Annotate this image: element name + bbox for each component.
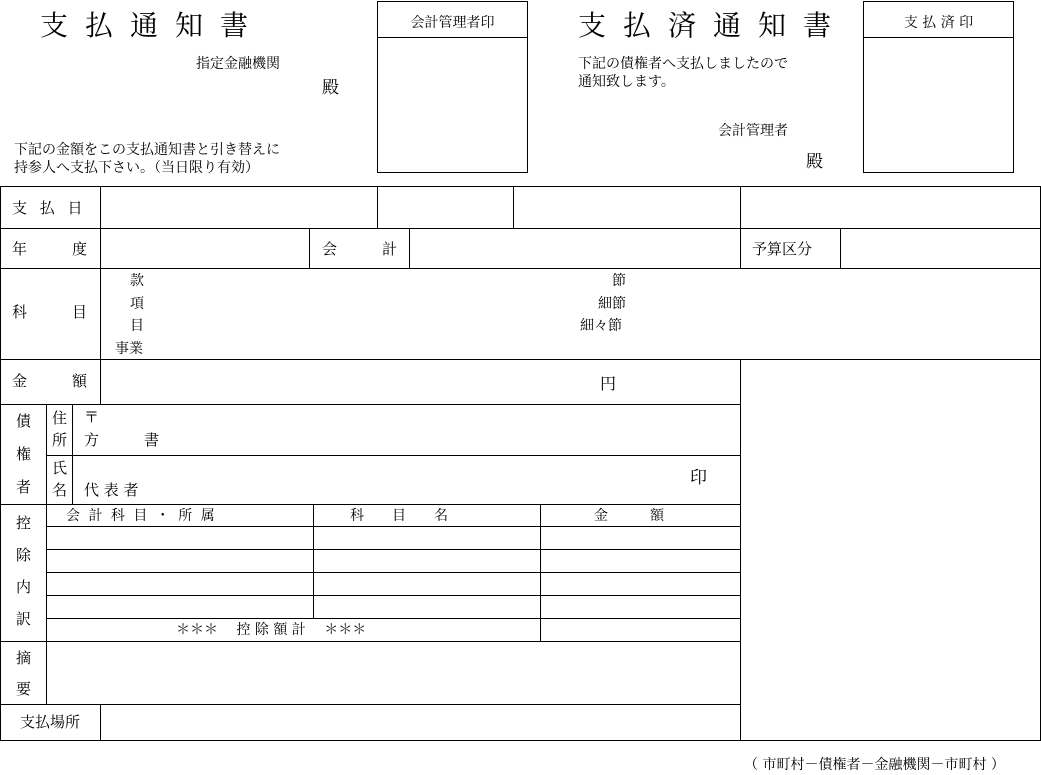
kou-label: 項 — [130, 296, 144, 312]
rep-label: 代 表 者 — [84, 481, 139, 499]
budget-field[interactable] — [842, 230, 1039, 267]
account-label: 会 計 — [322, 240, 398, 258]
ded-total-label: ＊＊＊ 控 除 額 計 ＊＊＊ — [176, 622, 367, 638]
hougaki-label: 方 書 — [84, 431, 160, 449]
amount-label: 金 額 — [12, 372, 88, 390]
manager-label: 会計管理者 — [718, 123, 788, 139]
address-char-1: 住 — [52, 409, 68, 427]
right-note-2: 通知致します。 — [578, 74, 675, 90]
year-field[interactable] — [102, 230, 308, 267]
seal-mark: 印 — [690, 468, 707, 488]
saisetsu-label: 細節 — [598, 296, 626, 312]
amount-field[interactable] — [102, 361, 592, 403]
year-label: 年 度 — [12, 240, 88, 258]
seal-left-title: 会計管理者印 — [410, 15, 495, 31]
deduction-char-1: 控 — [16, 514, 32, 532]
dono-right: 殿 — [806, 152, 823, 172]
pay-date-label: 支 払 日 — [12, 199, 87, 217]
postal-mark: 〒 — [84, 408, 100, 426]
kan-label: 款 — [130, 273, 144, 289]
subject-label: 科 目 — [12, 303, 88, 321]
bank-label: 指定金融機関 — [196, 56, 280, 72]
right-title: 支払済通知書 — [578, 9, 849, 42]
remarks-char-1: 摘 — [16, 649, 32, 667]
ded-header-amount: 金 額 — [594, 508, 664, 524]
ded-header-account: 会 計 科 目 ・ 所 属 — [66, 508, 217, 524]
deduction-char-4: 訳 — [16, 610, 32, 628]
creditor-char-3: 者 — [16, 478, 32, 496]
yen-label: 円 — [600, 374, 617, 393]
name-char-1: 氏 — [52, 459, 68, 477]
footer-note: （ 市町村－債権者－金融機関－市町村 ） — [744, 757, 1005, 773]
seal-box-left — [377, 1, 528, 173]
seal-right-title: 支 払 済 印 — [903, 15, 974, 31]
address-char-2: 所 — [52, 431, 68, 449]
moku-label: 目 — [130, 318, 144, 334]
jigyo-label: 事業 — [115, 341, 143, 357]
left-note-2: 持参人へ支払下さい。（当日限り有効） — [14, 160, 259, 176]
left-note-1: 下記の金額をこの支払通知書と引き替えに — [14, 142, 280, 158]
dono-left: 殿 — [322, 78, 339, 98]
pay-date-field[interactable] — [102, 188, 376, 227]
seal-box-right — [863, 1, 1014, 173]
ded-header-name: 科 目 名 — [350, 508, 448, 524]
remarks-char-2: 要 — [16, 680, 32, 698]
deduction-char-3: 内 — [16, 578, 32, 596]
deduction-char-2: 除 — [16, 546, 32, 564]
place-field[interactable] — [102, 706, 738, 739]
setsu-label: 節 — [612, 273, 626, 289]
name-char-2: 名 — [52, 481, 68, 499]
saisaisetsu-label: 細々節 — [580, 318, 622, 334]
place-label: 支払場所 — [20, 713, 81, 731]
budget-label: 予算区分 — [752, 240, 813, 258]
left-title: 支払通知書 — [40, 9, 266, 42]
creditor-char-1: 債 — [16, 412, 32, 430]
account-field[interactable] — [411, 230, 739, 267]
right-note-1: 下記の債権者へ支払しましたので — [578, 56, 788, 72]
creditor-char-2: 権 — [16, 445, 32, 463]
remarks-field[interactable] — [48, 643, 738, 702]
